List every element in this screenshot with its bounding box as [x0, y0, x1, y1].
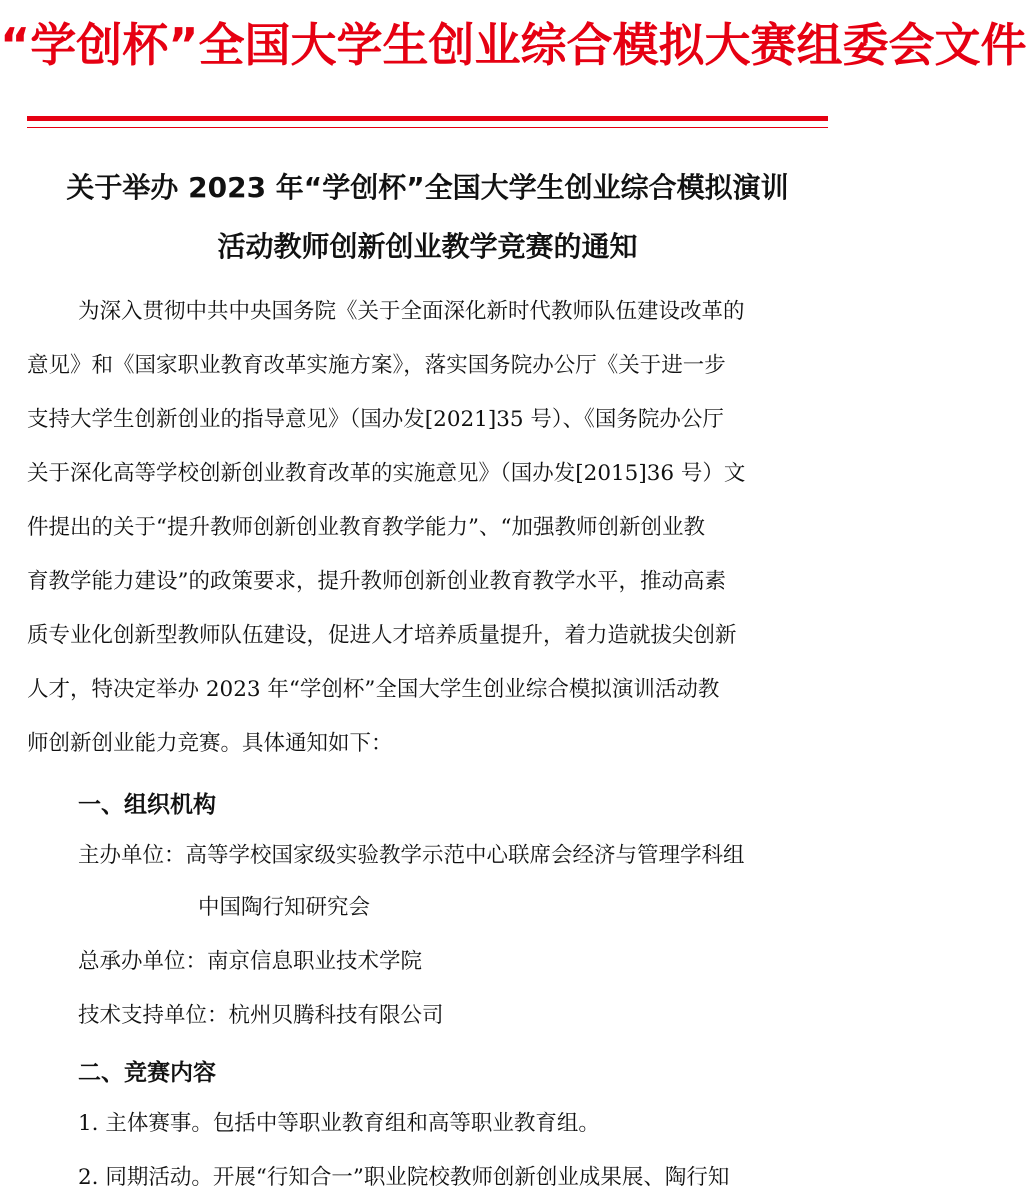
- intro-line: 育教学能力建设”的政策要求，提升教师创新创业教育教学水平，推动高素: [27, 569, 726, 594]
- competition-item-2: 2. 同期活动。开展“行知合一”职业院校教师创新创业成果展、陶行知: [78, 1165, 730, 1190]
- notice-title-line-1: 关于举办 2023 年“学创杯”全国大学生创业综合模拟演训: [66, 171, 789, 204]
- support-label: 技术支持单位：: [78, 1003, 229, 1028]
- organizer-value: 南京信息职业技术学院: [207, 949, 423, 974]
- intro-line: 为深入贯彻中共中央国务院《关于全面深化新时代教师队伍建设改革的: [78, 299, 745, 324]
- intro-line: 件提出的关于“提升教师创新创业教育教学能力”、“加强教师创新创业教: [27, 515, 705, 540]
- organizer-label: 总承办单位：: [78, 949, 208, 974]
- host-value-1: 高等学校国家级实验教学示范中心联席会经济与管理学科组: [185, 843, 745, 868]
- header-rule-thick: [27, 116, 828, 121]
- host-value-2: 中国陶行知研究会: [198, 895, 371, 920]
- section-2-heading: 二、竞赛内容: [78, 1060, 216, 1086]
- intro-line: 师创新创业能力竞赛。具体通知如下：: [27, 731, 393, 756]
- support-row: [78, 998, 444, 1029]
- intro-line: 意见》和《国家职业教育改革实施方案》，落实国务院办公厅《关于进一步: [27, 353, 726, 378]
- organizer-row: [78, 944, 422, 975]
- notice-title-line-2: 活动教师创新创业教学竞赛的通知: [217, 230, 638, 263]
- intro-line: 支持大学生创新创业的指导意见》（国办发[2021]35 号）、《国务院办公厅: [27, 407, 724, 432]
- intro-line: 人才，特决定举办 2023 年“学创杯”全国大学生创业综合模拟演训活动教: [27, 677, 720, 702]
- header-rule-thin: [27, 127, 828, 128]
- document-header-title: “学创杯”全国大学生创业综合模拟大赛组委会文件: [0, 18, 1026, 72]
- section-1-heading: 一、组织机构: [78, 792, 216, 818]
- intro-line: 质专业化创新型教师队伍建设，促进人才培养质量提升，着力造就拔尖创新: [27, 623, 737, 648]
- support-value: 杭州贝腾科技有限公司: [228, 1003, 444, 1028]
- intro-line: 关于深化高等学校创新创业教育改革的实施意见》（国办发[2015]36 号）文: [27, 461, 746, 486]
- host-row: [78, 838, 745, 869]
- host-label: 主办单位：: [78, 843, 186, 868]
- competition-item-1: 1. 主体赛事。包括中等职业教育组和高等职业教育组。: [78, 1111, 600, 1136]
